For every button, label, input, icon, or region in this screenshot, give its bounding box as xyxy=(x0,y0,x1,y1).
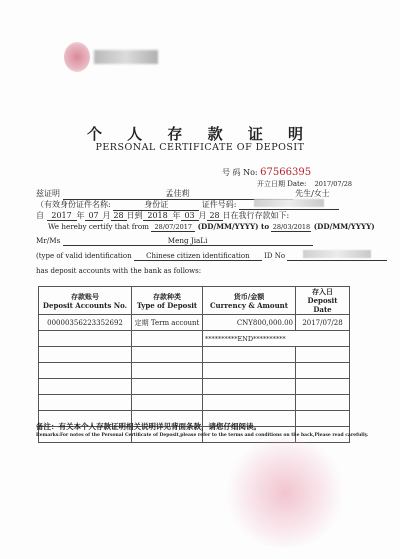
cell-empty xyxy=(203,363,296,379)
header-account-cn: 存款账号 xyxy=(71,291,99,301)
month-from: 07 xyxy=(85,211,103,221)
cell-empty xyxy=(132,331,203,347)
certificate-number-line xyxy=(222,167,311,178)
bank-logo-icon xyxy=(64,42,90,72)
header-type-cn: 存款种类 xyxy=(153,291,181,301)
table-row xyxy=(39,347,350,363)
id-number-blurred xyxy=(254,199,324,207)
has-deposit-line: has deposit accounts with the bank as follows: xyxy=(36,267,202,275)
day-to: 28 xyxy=(207,211,223,221)
certificate-number: 67566395 xyxy=(260,167,312,178)
gender-label: 先生/女士 xyxy=(295,189,330,198)
cell-empty xyxy=(132,379,203,395)
year-from: 2017 xyxy=(47,211,77,221)
cell-empty xyxy=(203,379,296,395)
cell-empty xyxy=(296,347,350,363)
cell-empty xyxy=(203,347,296,363)
id-type-line-en xyxy=(36,250,387,261)
day-from: 28 xyxy=(111,211,127,221)
table-header-row xyxy=(39,287,350,315)
id-number-en-blurred xyxy=(303,250,371,258)
cell-empty xyxy=(39,395,132,411)
period-line-cn: 自 2017 年 07 月 28 日到 2018 年 03 月 28 日在我行存款如下: xyxy=(36,211,290,220)
header-date-en: Deposit Date xyxy=(307,296,338,314)
header-date xyxy=(296,287,350,315)
holder-name-en: Meng JiaLi xyxy=(63,236,313,246)
cell-empty xyxy=(296,363,350,379)
issue-date-label: 开立日期 Date: xyxy=(257,180,307,188)
cell-empty xyxy=(39,379,132,395)
header-type-en: Type of Deposit xyxy=(136,300,198,310)
id-type-value: Chinese citizen identification xyxy=(134,252,262,261)
date-format-2: (DD/MM/YYYY) xyxy=(313,222,375,231)
cell-end-marker: **********END********** xyxy=(203,331,350,347)
title-english: PERSONAL CERTIFICATE OF DEPOSIT xyxy=(95,142,305,153)
proof-prefix: 兹证明 xyxy=(36,189,60,198)
id-no-label: ID No xyxy=(264,252,286,260)
id-type-label: (type of valid identification xyxy=(36,252,132,260)
cell-empty xyxy=(296,379,350,395)
issue-date: 2017/07/28 xyxy=(314,180,353,188)
table-row xyxy=(39,315,350,331)
to-date-en: 28/03/2018 xyxy=(272,223,311,231)
id-doc-label: （有效身份证件名称: xyxy=(36,200,111,209)
mrms-label: Mr/Ms xyxy=(36,236,61,245)
from-date-en: 28/07/2017 xyxy=(151,223,195,232)
remark-chinese: 备注：有关本个人存款证明相关说明详见背面条款，请您仔细阅读。 xyxy=(36,422,261,431)
cell-date: 2017/07/28 xyxy=(296,315,350,331)
table-row xyxy=(39,395,350,411)
cell-empty xyxy=(132,363,203,379)
header-type xyxy=(132,287,203,315)
remark-english: Remarks:For notes of the Personal Certificate of Deposit,please refer to the terms and conditions on the back,Please read carefully. xyxy=(36,433,369,438)
header-amount-cn: 货币/金额 xyxy=(233,291,265,301)
table-row xyxy=(39,363,350,379)
period-from: 自 xyxy=(36,211,44,220)
header-amount-en: Currency & Amount xyxy=(209,300,289,310)
date-format-1: (DD/MM/YYYY) to xyxy=(197,222,270,231)
to-cn: 日到 xyxy=(126,211,143,220)
cell-empty xyxy=(132,347,203,363)
cell-amount: CNY800,000.00 xyxy=(203,315,296,331)
bank-seal-stamp xyxy=(225,438,345,548)
header-account xyxy=(39,287,132,315)
holder-name-cn: 孟佳莉 xyxy=(63,188,293,200)
bank-logo-blurred xyxy=(64,40,160,76)
cell-empty xyxy=(296,411,350,427)
header-amount xyxy=(203,287,296,315)
month-to: 03 xyxy=(181,211,199,221)
table-row xyxy=(39,331,350,347)
mrms-line xyxy=(36,236,313,246)
certify-line-en xyxy=(36,222,375,232)
id-number-cn xyxy=(239,199,339,210)
deposit-table xyxy=(38,286,350,443)
cell-type: 定期 Term account xyxy=(132,315,203,331)
cell-empty xyxy=(132,395,203,411)
id-number-en xyxy=(287,250,387,261)
cell-empty xyxy=(39,331,132,347)
header-date-cn: 存入日 xyxy=(312,287,333,296)
bank-name-blurred xyxy=(94,50,158,64)
number-label: 号 码 No: xyxy=(222,168,258,177)
header-account-en: Deposit Accounts No. xyxy=(42,300,128,310)
id-doc-type: 身份证 xyxy=(113,199,199,211)
table-row xyxy=(39,379,350,395)
year-to: 2018 xyxy=(143,211,173,221)
certify-lead: We hereby certify that from xyxy=(48,222,149,231)
cell-empty xyxy=(39,363,132,379)
id-number-label: 证件号码: xyxy=(201,200,237,209)
title-chinese: 个 人 存 款 证 明 xyxy=(86,125,314,143)
cell-empty xyxy=(39,347,132,363)
cell-empty xyxy=(203,395,296,411)
cell-empty xyxy=(296,395,350,411)
period-tail: 日在我行存款如下: xyxy=(222,211,290,220)
cell-account: 00000356223352692 xyxy=(39,315,132,331)
